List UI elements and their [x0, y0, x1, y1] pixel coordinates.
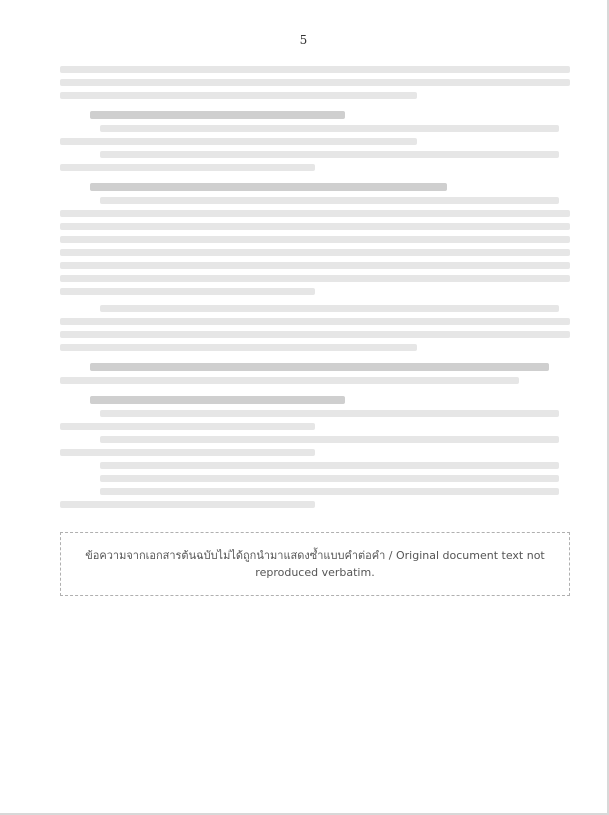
document-body	[60, 60, 570, 596]
page-number: 5	[299, 33, 308, 47]
transcription-note: ข้อความจากเอกสารต้นฉบับไม่ได้ถูกนำมาแสดงซ้ำแบบคำต่อคำ / Original document text not reproduced verbatim.	[60, 532, 570, 596]
text-layout-placeholder	[60, 66, 570, 508]
